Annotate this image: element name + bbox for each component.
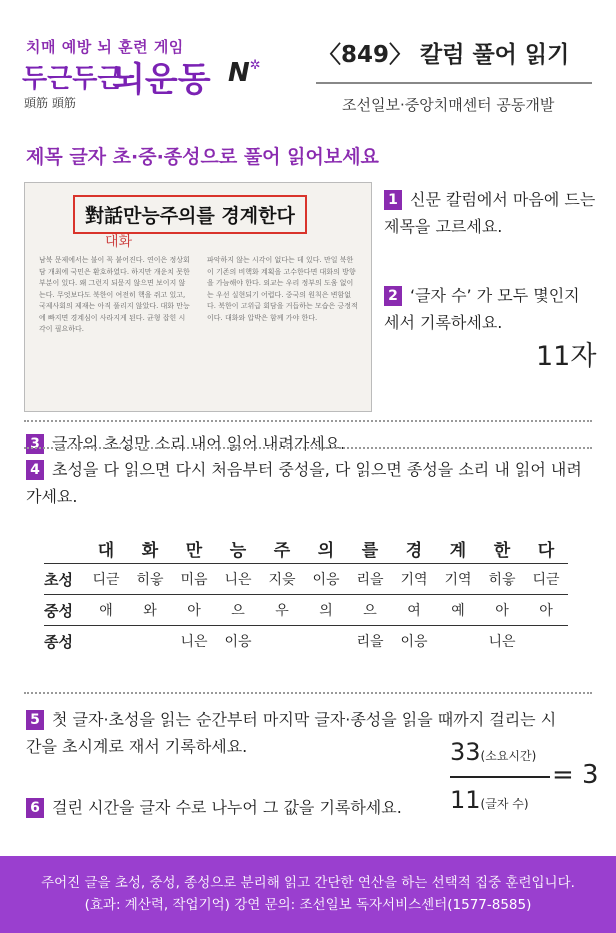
calc-numerator-note: (소요시간) xyxy=(480,749,537,763)
step-text: 신문 칼럼에서 마음에 드는 제목을 고르세요. xyxy=(384,190,596,236)
table-cell: 니은 xyxy=(180,634,208,650)
table-row-jungseong xyxy=(44,595,568,626)
table-cell xyxy=(436,626,480,657)
table-cell: 이응 xyxy=(400,634,428,650)
clipping-column-left: 남북 문제에서는 불이 꼭 붙어진다. 연이은 정상회담 개최에 국민은 환호하였다. 하지만 개운치 못한 부분이 있다. 왜 그런지 되묻지 않으면 보이지 않는다. 무엇보다도 북한이 여전히 핵을 쥐고 있고, 국제사회의 제재는 아직 풀리지 않았다. 대화 만능에 빠지면 경계심이 사라지게 된다. 균형 잡힌 시각이 필요하다. xyxy=(39,256,190,333)
table-row-jongseong xyxy=(44,626,568,657)
fraction-bar xyxy=(450,776,550,778)
syllable: 대 xyxy=(84,533,128,564)
table-cell: 아 xyxy=(480,595,524,626)
table-cell: 우 xyxy=(260,595,304,626)
table-cell: 니은 xyxy=(216,564,260,595)
syllable: 계 xyxy=(436,533,480,564)
clipping-column-right: 파악하지 않는 시각이 없다는 데 있다. 만일 북한이 기존의 비핵화 계획을 고수한다면 대화의 방향을 가늠해야 한다. 외교는 우리 정부의 도움 없이는 우선 실현되기 어렵다. 중국의 원칙은 변함없다. 북한이 고위급 회담을 거듭하는 모습은 긍정적이다. 대화와 압박은 함께 가야 한다. xyxy=(207,256,358,322)
step-1 xyxy=(384,186,604,240)
table-header-row xyxy=(44,533,568,564)
table-cell: 이응 xyxy=(224,634,252,650)
syllable: 다 xyxy=(524,533,568,564)
table-cell: 디귿 xyxy=(84,564,128,595)
syllable: 능 xyxy=(216,533,260,564)
table-cell: 리을 xyxy=(348,564,392,595)
brand-hanja: 頭筋 頭筋 xyxy=(24,96,76,110)
step-number: 1 xyxy=(384,190,402,210)
syllable: 만 xyxy=(172,533,216,564)
step-text: 첫 글자·초성을 읽는 순간부터 마지막 글자·종성을 읽을 때까지 걸리는 시간을 초시계로 재서 기록하세요. xyxy=(26,710,557,756)
divider xyxy=(24,447,592,449)
table-cell: 여 xyxy=(392,595,436,626)
footer-line-2: (효과: 계산력, 작업기억) 강연 문의: 조선일보 독자서비스센터(1577-8585) xyxy=(84,897,532,913)
step-text: 걸린 시간을 글자 수로 나누어 그 값을 기록하세요. xyxy=(52,798,402,817)
syllable: 의 xyxy=(304,533,348,564)
calc-denominator-note: (글자 수) xyxy=(480,797,529,811)
table-cell xyxy=(304,626,348,657)
brand-logo: 두근두근 xyxy=(22,64,123,94)
calc-numerator: 33(소요시간) xyxy=(450,738,537,766)
row-label: 초성 xyxy=(44,564,84,595)
table-cell: 예 xyxy=(436,595,480,626)
table-cell: 이응 xyxy=(304,564,348,595)
table-cell xyxy=(260,626,304,657)
table-cell: 기역 xyxy=(436,564,480,595)
table-cell: 디귿 xyxy=(524,564,568,595)
syllable-table xyxy=(44,533,568,656)
syllable: 주 xyxy=(260,533,304,564)
calc-denominator: 11(글자 수) xyxy=(450,786,529,814)
char-count-answer: 11자 xyxy=(536,341,597,372)
step-number: 4 xyxy=(26,460,44,480)
table-cell: 으 xyxy=(216,595,260,626)
step-text: 초성을 다 읽으면 다시 처음부터 중성을, 다 읽으면 종성을 소리 내 읽어 내려가세요. xyxy=(26,460,582,506)
table-cell xyxy=(524,626,568,657)
syllable: 화 xyxy=(128,533,172,564)
step-4 xyxy=(26,456,596,510)
table-cell: 아 xyxy=(524,595,568,626)
episode-title: 〈849〉 칼럼 풀어 읽기 xyxy=(318,42,570,68)
title-divider xyxy=(316,82,592,84)
step-number: 3 xyxy=(26,434,44,454)
table-cell: 애 xyxy=(84,595,128,626)
episode-subtitle: 조선일보·중앙치매센터 공동개발 xyxy=(342,96,555,114)
brand-mark: N✲ xyxy=(228,58,261,88)
table-cell: 니은 xyxy=(488,634,516,650)
step-2 xyxy=(384,282,584,336)
step-6 xyxy=(26,794,446,821)
syllable: 경 xyxy=(392,533,436,564)
table-cell: 히읗 xyxy=(480,564,524,595)
instruction-heading: 제목 글자 초·중·종성으로 풀어 읽어보세요 xyxy=(26,146,379,168)
divider xyxy=(24,420,592,422)
table-cell xyxy=(84,626,128,657)
table-cell: 리을 xyxy=(356,634,384,650)
table-cell: 지읒 xyxy=(260,564,304,595)
brand-logo-second: 뇌운동 xyxy=(112,60,211,100)
footer-banner xyxy=(0,856,616,933)
step-number: 6 xyxy=(26,798,44,818)
step-number: 2 xyxy=(384,286,402,306)
table-row-choseong xyxy=(44,564,568,595)
row-label: 중성 xyxy=(44,595,84,626)
table-cell: 와 xyxy=(128,595,172,626)
clipping-headline: 對話만능주의를 경계한다 xyxy=(73,195,307,234)
step-3 xyxy=(26,430,596,457)
table-cell: 으 xyxy=(348,595,392,626)
table-cell: 아 xyxy=(172,595,216,626)
step-text: 글자의 초성만 소리 내어 읽어 내려가세요. xyxy=(52,434,346,453)
table-cell: 히읗 xyxy=(128,564,172,595)
clipping-subhead: 대화 xyxy=(105,234,133,250)
step-number: 5 xyxy=(26,710,44,730)
divider xyxy=(24,692,592,694)
footer-line-1: 주어진 글을 초성, 중성, 종성으로 분리해 읽고 간단한 연산을 하는 선택적 집중 훈련입니다. xyxy=(41,875,575,891)
table-cell: 미음 xyxy=(172,564,216,595)
table-cell xyxy=(128,626,172,657)
table-cell: 기역 xyxy=(392,564,436,595)
table-cell: 의 xyxy=(304,595,348,626)
brand-tagline: 치매 예방 뇌 훈련 게임 xyxy=(26,38,184,56)
step-text: ‘글자 수’ 가 모두 몇인지 세서 기록하세요. xyxy=(384,286,580,332)
syllable: 를 xyxy=(348,533,392,564)
syllable: 한 xyxy=(480,533,524,564)
calc-result: = 3 xyxy=(552,760,599,790)
newspaper-clipping xyxy=(24,182,372,412)
row-label: 종성 xyxy=(44,632,73,651)
